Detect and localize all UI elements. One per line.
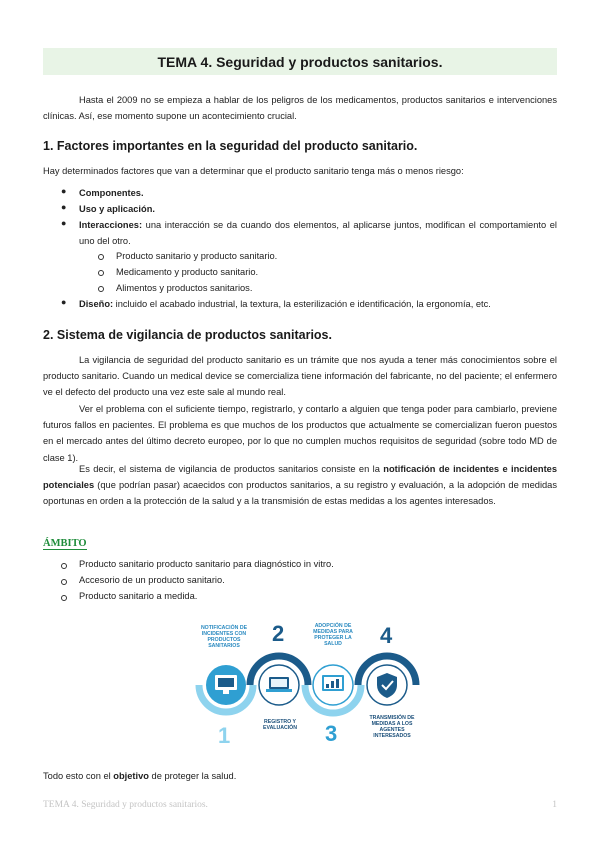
section2-paragraph-1: La vigilancia de seguridad del producto sanitario es un trámite que nos ayuda a tener más conocimientos sobre el producto sanitario. Cuando un medical device se comercializa tiene información del fabricante, no del paciente; el enfermero ve el defecto del producto una vez este sale al mundo real. (43, 355, 557, 398)
bullet-dot: ● (61, 202, 67, 212)
vigilance-process-infographic (195, 615, 423, 755)
bullet-circle (61, 563, 67, 569)
sub-list-item: Medicamento y producto sanitario. (116, 267, 259, 277)
bullet-circle (98, 254, 104, 260)
laptop-icon (266, 677, 292, 692)
section2-heading: 2. Sistema de vigilancia de productos sanitarios. (43, 328, 332, 342)
chart-screen-icon (322, 675, 344, 691)
footer-title: TEMA 4. Seguridad y productos sanitarios. (43, 800, 208, 810)
title-banner (43, 48, 557, 75)
bullet-circle (61, 595, 67, 601)
section2-paragraph-3: Es decir, el sistema de vigilancia de productos sanitarios consiste en la notificación de incidentes e incidentes potenciales (que podrían pasar) acaecidos con productos sanitarios, a su registro y evaluación, a la adopción de medidas oportunas en orden a la protección de la salud y a la transmisión de estas medidas a los agentes interesados. (43, 464, 558, 507)
step2-label: REGISTRO Y EVALUACIÓN (263, 719, 297, 731)
step1-label: NOTIFICACIÓN DE INCIDENTES CON PRODUCTOS SANITARIOS (200, 625, 248, 649)
step4-number: 4 (380, 623, 393, 648)
section2-paragraph-2: Ver el problema con el suficiente tiempo, registrarlo, y contarlo a alguien que tenga poder para cambiarlo, previene futuros fallos en pacientes. El problema es que muchos de los productos que actualmente se comercializan fueron puestos en el mercado antes del último decreto europeo, por lo que no cumplen muchos requisitos de seguridad (sobre todo MD de clase 1). (43, 404, 557, 463)
list-item: Accesorio de un producto sanitario. (79, 575, 225, 585)
step3-number: 3 (325, 721, 338, 746)
intro-paragraph: Hasta el 2009 no se empieza a hablar de los peligros de los medicamentos, productos sanitarios e intervenciones clínicas. Así, ese momento supone un acontecimiento crucial. (43, 95, 557, 122)
bullet-dot: ● (61, 186, 67, 196)
step2-number: 2 (272, 621, 285, 646)
section1-heading: 1. Factores importantes en la seguridad del producto sanitario. (43, 139, 418, 153)
list-item: Interacciones: una interacción se da cuando dos elementos, al aplicarse juntos, modifican el comportamiento el uno del otro. (79, 220, 557, 246)
section1-lead: Hay determinados factores que van a determinar que el producto sanitario tenga más o menos riesgo: (43, 166, 464, 176)
ambito-heading: ÁMBITO (43, 538, 87, 549)
step4-label: TRANSMISIÓN DE MEDIDAS A LOS AGENTES INTERESADOS (369, 715, 415, 739)
sub-list-item: Alimentos y productos sanitarios. (116, 283, 253, 293)
bullet-dot: ● (61, 297, 67, 307)
list-item: Uso y aplicación. (79, 204, 155, 214)
sub-list-item: Producto sanitario y producto sanitario. (116, 251, 278, 261)
step3-label: ADOPCIÓN DE MEDIDAS PARA PROTEGER LA SALUD (313, 623, 353, 647)
page-number: 1 (552, 800, 557, 810)
bullet-dot: ● (61, 218, 67, 228)
list-item: Componentes. (79, 188, 144, 198)
bullet-circle (98, 270, 104, 276)
list-item: Diseño: incluido el acabado industrial, la textura, la esterilización e identificación, la ergonomía, etc. (79, 299, 491, 309)
conclusion-text: Todo esto con el objetivo de proteger la salud. (43, 771, 237, 781)
bullet-circle (61, 579, 67, 585)
page-title: TEMA 4. Seguridad y productos sanitarios. (157, 53, 443, 70)
list-item: Producto sanitario producto sanitario para diagnóstico in vitro. (79, 559, 334, 569)
list-item: Producto sanitario a medida. (79, 591, 198, 601)
bullet-circle (98, 286, 104, 292)
step1-number: 1 (218, 723, 231, 748)
